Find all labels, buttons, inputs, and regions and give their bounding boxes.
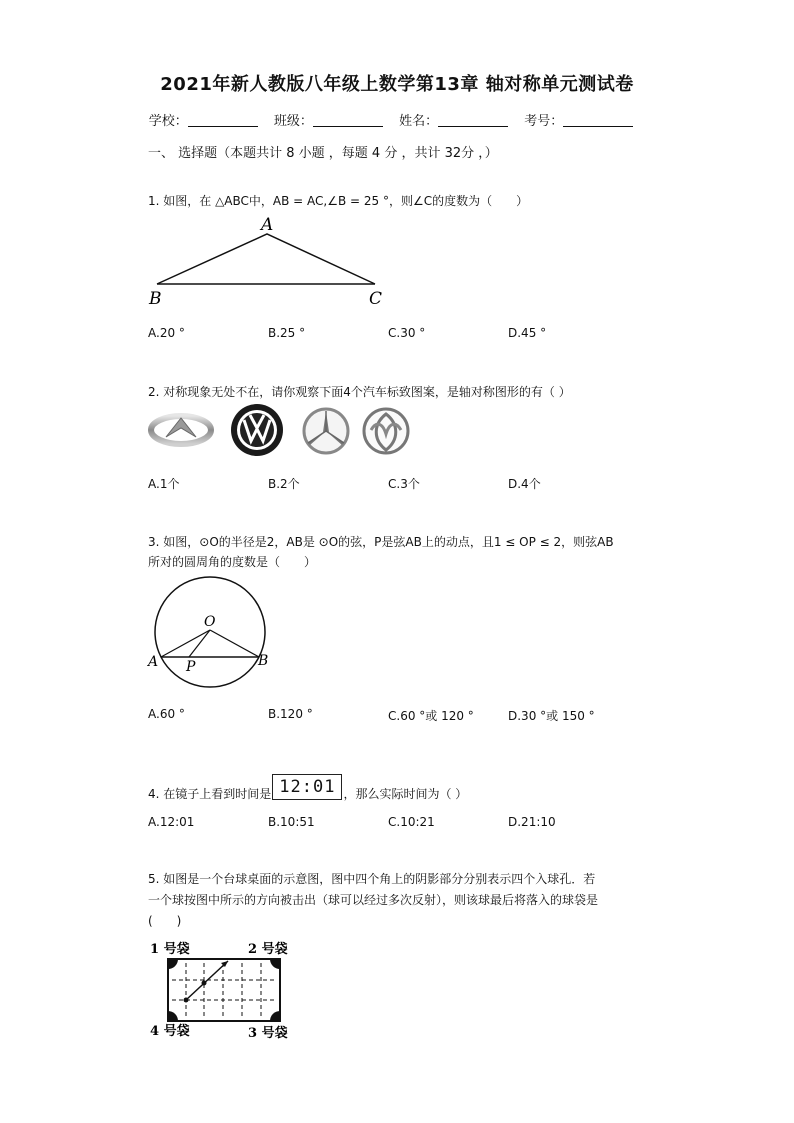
pocket-1-label: 1 号袋	[150, 942, 190, 957]
pocket-1-shade	[168, 959, 178, 969]
triangle-sides	[157, 234, 375, 284]
dongfeng-logo-icon	[361, 406, 411, 456]
pocket-2-shade	[270, 959, 280, 969]
question-4-text	[148, 777, 468, 806]
q3-option-b[interactable]: B.120 °	[268, 707, 313, 721]
school-label: 学校：	[148, 114, 188, 129]
class-blank[interactable]	[313, 114, 383, 127]
page-title: 2021年新人教版八年级上数学第13章 轴对称单元测试卷	[160, 74, 634, 95]
vertex-c-label: C	[369, 289, 383, 309]
circle-figure	[145, 572, 275, 692]
q3-option-c[interactable]: C.60 °或 120 °	[388, 709, 474, 723]
point-p-label: P	[186, 659, 196, 675]
q4-suffix: ，那么实际时间为（ ）	[343, 787, 468, 801]
name-label: 姓名：	[399, 114, 439, 129]
q1-option-b[interactable]: B.25 °	[268, 326, 306, 340]
section-heading: 一、 选择题（本题共计 8 小题 ，每题 4 分 ，共计 32分 ，）	[148, 146, 498, 161]
exam-no-blank[interactable]	[563, 114, 633, 127]
mercedes-logo-icon	[301, 406, 351, 456]
volkswagen-logo-icon	[230, 403, 284, 457]
table-grid	[172, 963, 276, 1017]
q3-option-a[interactable]: A.60 °	[148, 707, 185, 721]
vertex-b-label: B	[149, 289, 162, 309]
segment-ob	[210, 630, 259, 657]
pocket-3-label: 3 号袋	[248, 1026, 288, 1041]
q2-option-a[interactable]: A.1个	[148, 477, 180, 491]
q2-option-b[interactable]: B.2个	[268, 477, 300, 491]
school-blank[interactable]	[188, 114, 258, 127]
table-border	[168, 959, 280, 1021]
billiard-table-figure	[148, 937, 303, 1045]
ball-start-point	[184, 998, 189, 1003]
q1-option-d[interactable]: D.45 °	[508, 326, 547, 340]
ball-mid-point	[202, 981, 207, 986]
q4-option-d[interactable]: D.21:10	[508, 815, 556, 829]
q1-option-a[interactable]: A.20 °	[148, 326, 185, 340]
segment-oa	[161, 630, 210, 657]
segment-op	[189, 630, 210, 657]
question-3-line-2: 所对的圆周角的度数是（ ）	[148, 555, 317, 569]
q3-option-d[interactable]: D.30 °或 150 °	[508, 709, 595, 723]
q1-option-c[interactable]: C.30 °	[388, 326, 426, 340]
question-1-text: 1. 如图，在 △ABC中，AB = AC,∠B = 25 °，则∠C的度数为（ ）	[148, 194, 529, 208]
point-a-label: A	[148, 654, 159, 670]
pocket-4-shade	[168, 1011, 178, 1021]
q2-option-c[interactable]: C.3个	[388, 477, 420, 491]
question-2-text: 2. 对称现象无处不在，请你观察下面4个汽车标致图案，是轴对称图形的有（ ）	[148, 385, 571, 399]
point-o-label: O	[204, 614, 216, 630]
name-blank[interactable]	[438, 114, 508, 127]
q4-option-b[interactable]: B.10:51	[268, 815, 315, 829]
student-info-line	[0, 110, 794, 129]
question-3-line-1: 3. 如图，⊙O的半径是2，AB是 ⊙O的弦，P是弦AB上的动点，且1 ≤ OP ≤ 2，则弦AB	[148, 535, 614, 549]
pocket-3-shade	[270, 1011, 280, 1021]
mirror-clock: 12:01	[272, 774, 342, 800]
circle-o	[155, 577, 265, 687]
point-b-label: B	[258, 653, 269, 669]
triangle-figure	[145, 212, 390, 312]
question-5-line-3: ( )	[148, 914, 182, 928]
infiniti-logo-icon	[148, 404, 214, 456]
question-5-line-2: 一个球按图中所示的方向被击出（球可以经过多次反射），则该球最后将落入的球袋是	[148, 893, 599, 907]
class-label: 班级：	[273, 114, 313, 129]
pocket-4-label: 4 号袋	[150, 1024, 190, 1039]
question-5-line-1: 5. 如图是一个台球桌面的示意图，图中四个角上的阴影部分分别表示四个入球孔．若	[148, 872, 596, 886]
exam-no-label: 考号：	[524, 114, 564, 129]
pocket-2-label: 2 号袋	[248, 942, 288, 957]
vertex-a-label: A	[261, 215, 274, 235]
q4-option-a[interactable]: A.12:01	[148, 815, 195, 829]
q2-option-d[interactable]: D.4个	[508, 477, 541, 491]
q4-prefix: 4. 在镜子上看到时间是	[148, 787, 272, 801]
q4-option-c[interactable]: C.10:21	[388, 815, 435, 829]
